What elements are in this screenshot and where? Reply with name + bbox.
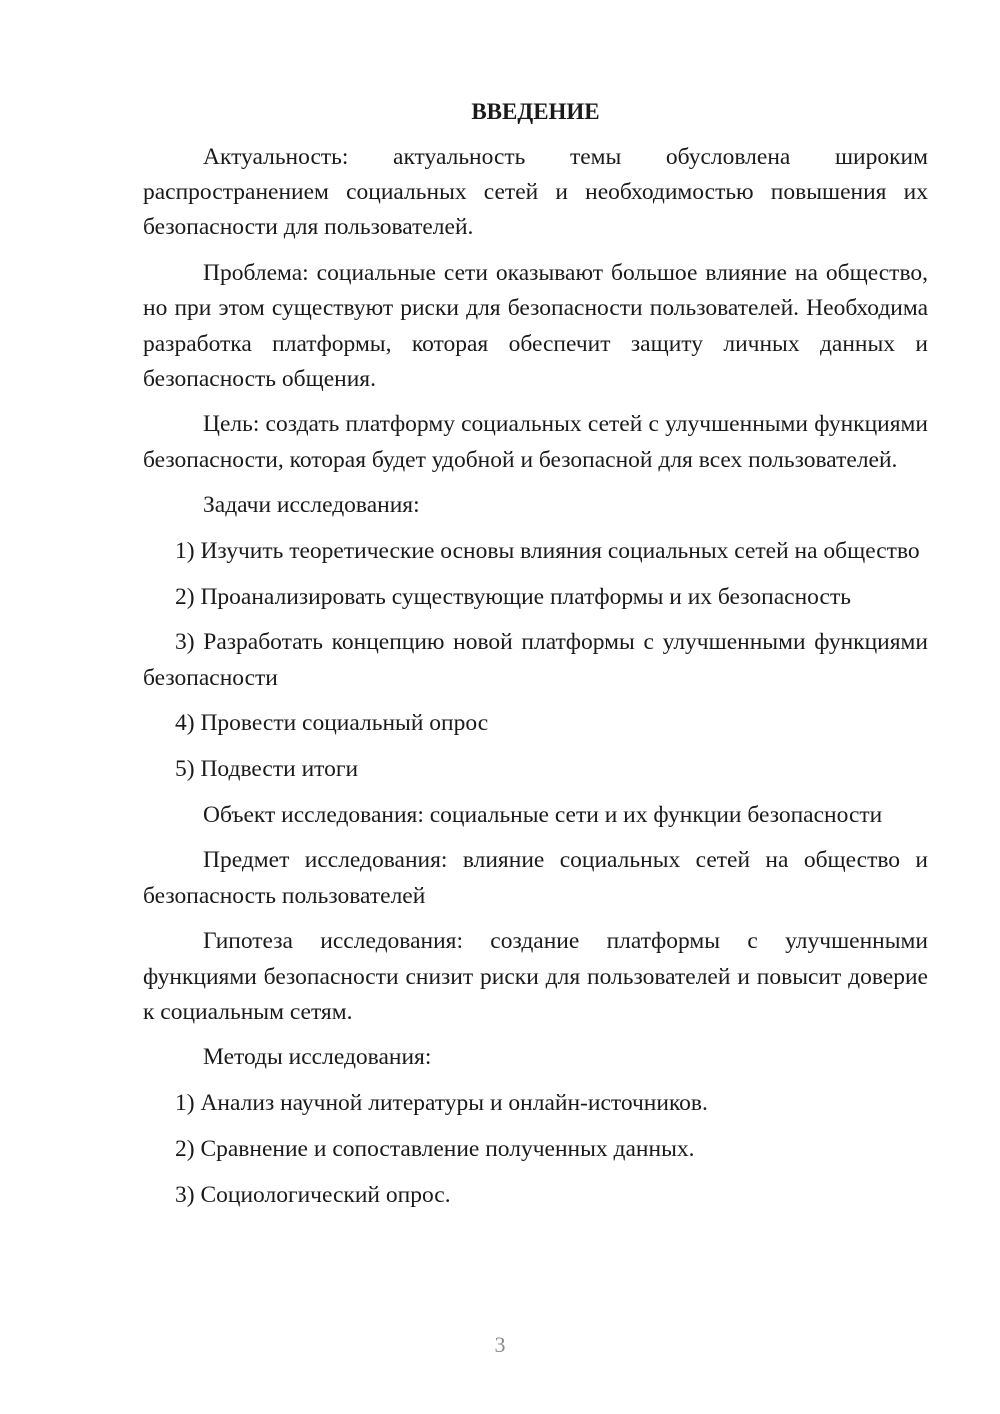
method-item: 1) Анализ научной литературы и онлайн-источников. [175,1090,708,1117]
subject-paragraph: Предмет исследования: влияние социальных сетей на общество и безопасность пользователей [143,847,928,909]
relevance-paragraph: Актуальность: актуальность темы обусловлена широким распространением социальных сетей и необходимостью повышения их безопасности для пользователей. [143,144,928,241]
task-item: 5) Подвести итоги [175,756,359,783]
page-number: 3 [494,1332,506,1357]
tasks-heading: Задачи исследования: [203,492,420,519]
page-content [143,94,928,1223]
methods-heading: Методы исследования: [203,1044,432,1071]
task-item: 1) Изучить теоретические основы влияния социальных сетей на общество [175,538,920,565]
page-title: ВВЕДЕНИЕ [471,99,600,124]
task-item: 2) Проанализировать существующие платформы и их безопасность [175,583,851,610]
method-item: 2) Сравнение и сопоставление полученных данных. [175,1135,695,1162]
method-item: 3) Социологический опрос. [175,1181,451,1208]
hypothesis-paragraph: Гипотеза исследования: создание платформы с улучшенными функциями безопасности снизит риски для пользователей и повысит доверие к социальным сетям. [143,928,928,1025]
object-paragraph: Объект исследования: социальные сети и их функции безопасности [203,801,883,828]
goal-paragraph: Цель: создать платформу социальных сетей с улучшенными функциями безопасности, которая будет удобной и безопасной для всех пользователей. [143,411,928,473]
task-item: 4) Провести социальный опрос [175,710,489,737]
task-item: 3) Разработать концепцию новой платформы с улучшенными функциями безопасности [143,629,928,691]
problem-paragraph: Проблема: социальные сети оказывают большое влияние на общество, но при этом существуют риски для безопасности пользователей. Необходима разработка платформы, которая обеспечит защиту личных данных и безопасность общения. [143,260,928,392]
